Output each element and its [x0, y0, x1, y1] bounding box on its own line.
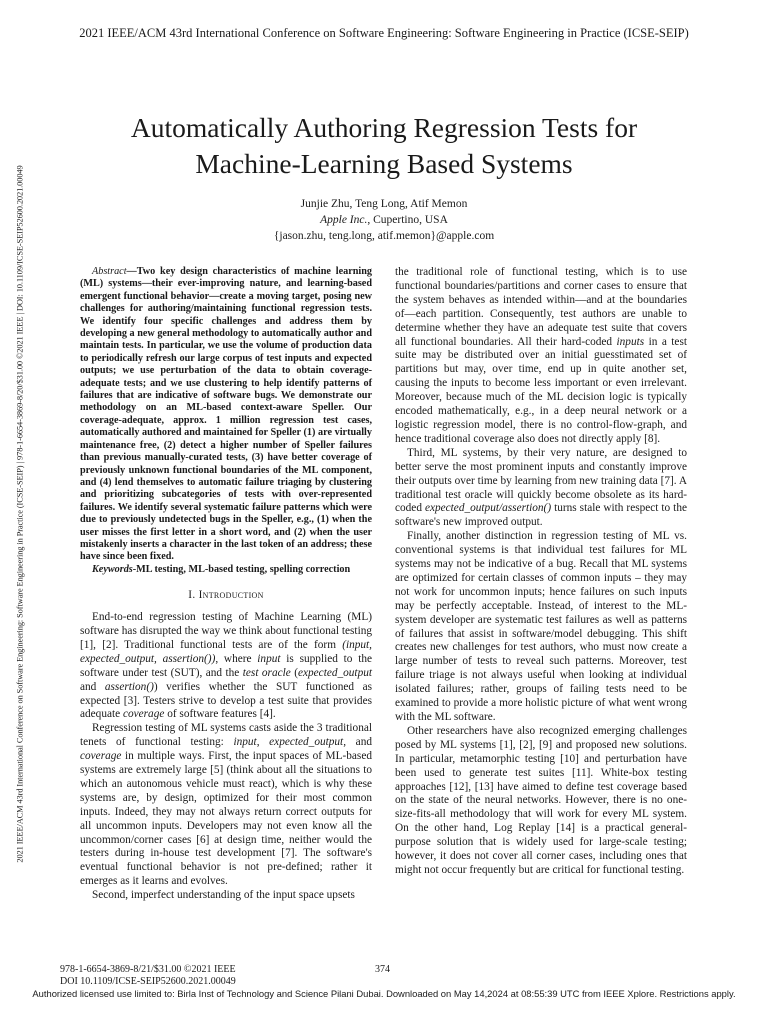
keywords-lead: Keywords	[92, 563, 133, 575]
keywords-text: -ML testing, ML-based testing, spelling correction	[132, 563, 351, 575]
abstract-lead: Abstract	[92, 266, 127, 277]
footer-isbn: 978-1-6654-3869-8/21/$31.00 ©2021 IEEE	[60, 964, 236, 975]
right-column	[395, 266, 687, 878]
license-notice: Authorized licensed use limited to: Birla Inst of Technology and Science Pilani Dubai. Downloaded on May 14,2024 at 08:55:39 UTC from IEEE Xplore. Restrictions apply.	[32, 988, 736, 999]
keywords	[80, 564, 372, 576]
intro-paragraph-2: Regression testing of ML systems casts aside the 3 traditional tenets of functional testing: input, expected_output, and coverage in multiple ways. First, the input spaces of ML-based systems are extremely large [5] (think about all the situations to which an autonomous vehicle must react), which is why these systems are, by design, optimized for their most common inputs. Indeed, they may not always return correct outputs for all uncommon inputs. Developers may not even know all the uncommon/corner cases [6] at design time, neither would the testers during in-house test development [7]. The software's eventual functional behavior is not pre-defined; rather it emerges as it learns and evolves.	[80, 722, 372, 888]
title-line-1: Automatically Authoring Regression Tests for	[130, 112, 638, 143]
affiliation-org: Apple Inc.	[320, 214, 368, 226]
author-block	[0, 196, 768, 244]
side-doi-text: 2021 IEEE/ACM 43rd International Conference on Software Engineering: Software Engineering in Practice (ICSE-SEIP) | 978-1-6654-3869-8/20/$31.00 ©2021 IEEE | DOI: 10.1109/ICSE-SEIP52600.2021.00049	[15, 165, 25, 863]
page-footer	[60, 964, 708, 987]
conference-header: 2021 IEEE/ACM 43rd International Conference on Software Engineering: Software Engineering in Practice (ICSE-SEIP)	[79, 26, 689, 40]
abstract-text: —Two key design characteristics of machine learning (ML) systems—their ever-improving nature, and learning-based emergent functional behavior—create a moving target, posing new challenges for authoring/maintaining functional regression tests. We identify four specific challenges and address them by developing a new general methodology to automatically author and maintain tests. In particular, we use the volume of production data to periodically refresh our large corpus of test inputs and expected outputs; we use perturbation of the data to obtain coverage-adequate tests; and we use clustering to help identify patterns of failures that are indicative of software bugs. We demonstrate our methodology on an ML-based context-aware Speller. Our coverage-adequate, approx. 1 million regression test cases, automatically authored and maintained for Speller (1) are virtually maintenance free, (2) detect a higher number of Speller failures than previous manually-curated tests, (3) have better coverage of previously unknown functional boundaries of the ML component, and (4) lend themselves to automatic failure triaging by clustering and prioritizing subcategories of tests with over-represented failures. We identify several systematic failure patterns which were due to previously undetected bugs in the Speller, e.g., (1) when the user misses the first letter in a short word, and (2) when the user mistakenly inserts a character in the last token of an address; these have since been fixed.	[80, 266, 372, 563]
affiliation	[0, 212, 768, 228]
intro-paragraph-5: Finally, another distinction in regression testing of ML vs. conventional systems is that individual test failures for ML systems may not be indicative of a bug. Recall that ML systems are optimized for certain classes of common inputs – they may not work for uncommon inputs; hence failures on such inputs may be perfectly acceptable. Instead, of interest to the ML-system developer are systematic test failures as well as patterns of failures that assist in software/model debugging. This shift creates new challenges for test authors, who must now create a large number of tests to reveal such patterns. Moreover, test failure triage is not always useful when looking at individual isolated failures; rather, groups of failing tests need to be examined to provide a more holistic picture of what went wrong with the ML software.	[395, 530, 687, 723]
affiliation-location: , Cupertino, USA	[367, 214, 448, 226]
intro-paragraph-4: Third, ML systems, by their very nature, are designed to better serve the most prominent inputs and constantly improve their outputs over time by learning from new training data [7]. A traditional test oracle will quickly become obsolete as its hard-coded expected_output/assertion() turns stale with respect to the software's new improved output.	[395, 446, 687, 529]
section-title: Introduction	[198, 589, 264, 602]
intro-paragraph-6: Other researchers have also recognized emerging challenges posed by ML systems [1], [2], [9] and proposed new solutions. In particular, metamorphic testing [10] and perturbation have been used to generate test suites [11]. White-box testing approaches [12], [13] have aimed to define test coverage based on the state of the neural networks. However, there is no one-size-fits-all methodology that will work for every ML system. On the other hand, Log Replay [14] is a practical general-purpose solution that is widely used for large-scale testing; however, it does not cover all corner cases, including ones that might not occur frequently but are critical for functional testing.	[395, 724, 687, 876]
left-column	[80, 266, 372, 903]
intro-paragraph-3: Second, imperfect understanding of the input space upsets	[92, 889, 355, 902]
title-line-2: Machine-Learning Based Systems	[195, 148, 573, 179]
footer-doi: DOI 10.1109/ICSE-SEIP52600.2021.00049	[60, 975, 236, 987]
section-number: I.	[188, 589, 199, 602]
abstract	[80, 266, 372, 564]
intro-paragraph-1: End-to-end regression testing of Machine Learning (ML) software has disrupted the way we think about functional testing [1], [2]. Traditional functional tests are of the form (input, expected_output, assertion()), where input is supplied to the software under test (SUT), and the test oracle (expected_output and assertion()) verifies whether the SUT functioned as expected [3]. Testers strive to develop a test suite that provides adequate coverage of software features [4].	[80, 611, 373, 721]
author-emails: {jason.zhu, teng.long, atif.memon}@apple.com	[273, 230, 495, 242]
intro-paragraph-3-continued: the traditional role of functional testing, which is to use functional boundaries/partitions and corner cases to ensure that the system behaves as intended within—and at the boundaries of—each partition. Consequently, test authors are unable to determine whether they have an adequate test suite that covers all functional boundaries. All their hard-coded inputs in a test suite may be distributed over an initial guesstimated set of partitions but may, over time, end up in quite another set, causing the inputs to become less important or even irrelevant. Moreover, because much of the ML decision logic is typically encoded mathematically, e.g., in a deep neural network or a logistic regression model, there is no control-flow-graph, and hence traditional coverage also does not directly apply [8].	[395, 266, 687, 445]
paper-title	[60, 110, 708, 182]
author-names: Junjie Zhu, Teng Long, Atif Memon	[300, 198, 468, 210]
page-number: 374	[375, 964, 390, 975]
section-heading-introduction	[80, 589, 372, 603]
